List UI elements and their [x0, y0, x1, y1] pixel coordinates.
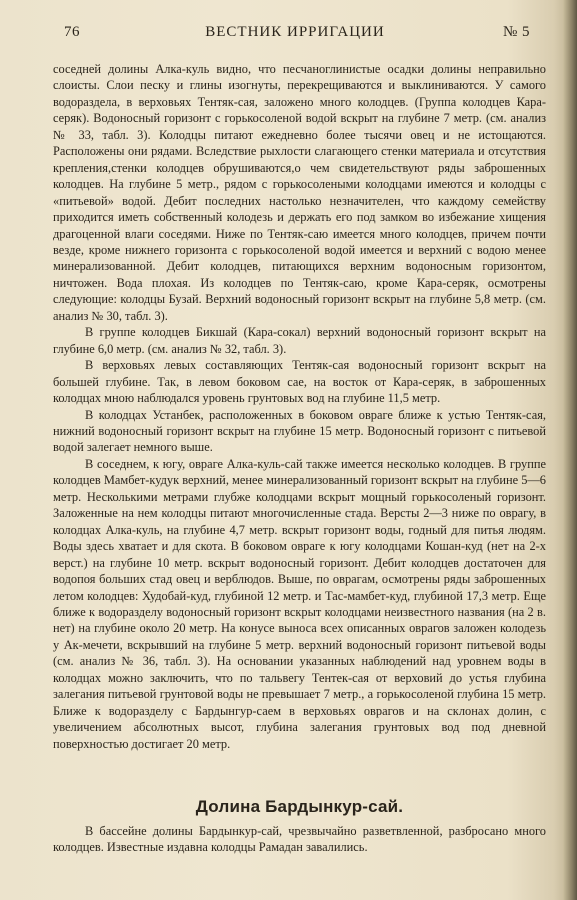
paragraph: соседней долины Алка-куль видно, что песчаноглинистые осадки долины неправильно слоисты. Слои песку и глины изогнуты, перекрещиваются и выклиниваются. У самого водораздела, в верховьях Тентяк-сая, заложено много колодцев. (Группа колодцев Кара-серяк). Водоносный горизонт с горькосоленой водой вскрыт на глубине 7 метр. (см. анализ № 33, табл. 3). Колодцы питают ежедневно более тысячи овец и не истощаются. Расположены они рядами. Вследствие рыхлости слагающего стенки материала и отсутствия крепления,стенки колодцев обрушиваются,о чем свидетельствуют ряды заброшенных колодцев. На глубине 5 метр., рядом с горькосолеными колодцами имеются и колодцы с «питьевой» водой. Дебит последних настолько незначителен, что каждому семейству приходится иметь собственный колодезь и держать его под замком во избежание хищения драгоценной влаги соседями. Ниже по Тентяк-саю имеется много колодцев, причем почти везде, кроме нижнего горизонта с горькосоленой водой имеется и верхний с водою менее минерализованной. Дебит колодцев, питающихся верхним водоносным горизонтом, ничтожен. Вода плохая. Из колодцев по Тентяк-саю, кроме Кара-серяк, осмотрены следующие: колодцы Бузай. Верхний водоносный горизонт вскрыт на глубине 5,8 метр. (см. анализ № 30, табл. 3).: [53, 62, 546, 323]
paragraph: В группе колодцев Бикшай (Кара-сокал) верхний водоносный горизонт вскрыт на глубине 6,0 метр. (см. анализ № 32, табл. 3).: [53, 325, 546, 356]
section-heading: Долина Бардынкур-сай.: [195, 797, 404, 816]
body-text: [53, 61, 546, 752]
paragraph: В колодцах Устанбек, расположенных в боковом овраге ближе к устью Тентяк-сая, нижний водоносный горизонт вскрыт на глубине 15 метр. Водоносный горизонт с питьевой водой залегает немного выше.: [53, 407, 546, 455]
running-header: [56, 22, 534, 44]
paragraph: В бассейне долины Бардынкур-сай, чрезвычайно разветвленной, разбросано много колодцев. Известные издавна колодцы Рамадан завалились.: [53, 824, 546, 855]
paragraph: В соседнем, к югу, овраге Алка-куль-сай также имеется несколько колодцев. В группе колодцев Мамбет-кудук верхний, менее минерализованный горизонт вскрыт на глубине 5—6 метр. Несколькими метрами глубже колодцами вскрыт мощный горькосоленый горизонт. Заложенные на нем колодцы питают многочисленные стада. Версты 2—3 ниже по оврагу, в колодцах Алка-куль, на глубине 4,7 метр. вскрыт горизонт воды, годный для питья людям. Воды здесь хватает и для скота. В боковом овраге к югу колодцами Кошан-куд (нет на 2-х верст.) на глубине 10 метр. вскрыт водоносный горизонт. Дебит колодцев достаточен для водопоя больших стад овец и верблюдов. Выше, по оврагам, осмотрены ряды заброшенных летом колодцев: Худобай-куд, глубиной 12 метр. и Тас-мамбет-куд, глубиной 17,3 метр. Еще ближе к водоразделу водоносный горизонт вскрыт колодцами неизвестного названия (на 2 в. нет) на глубине около 20 метр. На конусе выноса всех описанных оврагов заложен колодезь у Ак-мечети, вскрывший на глубине 5 метр. верхний водоносный горизонт питьевой воды (см. анализ № 36, табл. 3). На основании указанных наблюдений над уровнем воды в колодцах можно заключить, что по тальвегу Тентек-сая от верховий до устья глубина залегания питьевой грунтовой воды не превышает 7 метр., а горькосоленой глубина 15 метр. Ближе к водоразделу с Бардынгур-саем в верховьях оврагов и на склонах долин, с увеличением абсолютных высот, глубина залегания грунтовых вод под дневной поверхностью достигает 20 метр.: [53, 456, 546, 751]
issue-number: № 5: [502, 24, 530, 40]
book-spine: [563, 0, 577, 900]
page-number: 76: [64, 24, 80, 40]
journal-title: ВЕСТНИК ИРРИГАЦИИ: [205, 24, 385, 40]
paragraph: В верховьях левых составляющих Тентяк-сая водоносный горизонт вскрыт на большей глубине. Так, в левом боковом сае, на восток от Кара-серяк, в заброшенных колодцах мною наблюдался уровень грунтовых вод на глубине 11,5 метр.: [53, 358, 546, 406]
closing-text: [53, 823, 546, 856]
